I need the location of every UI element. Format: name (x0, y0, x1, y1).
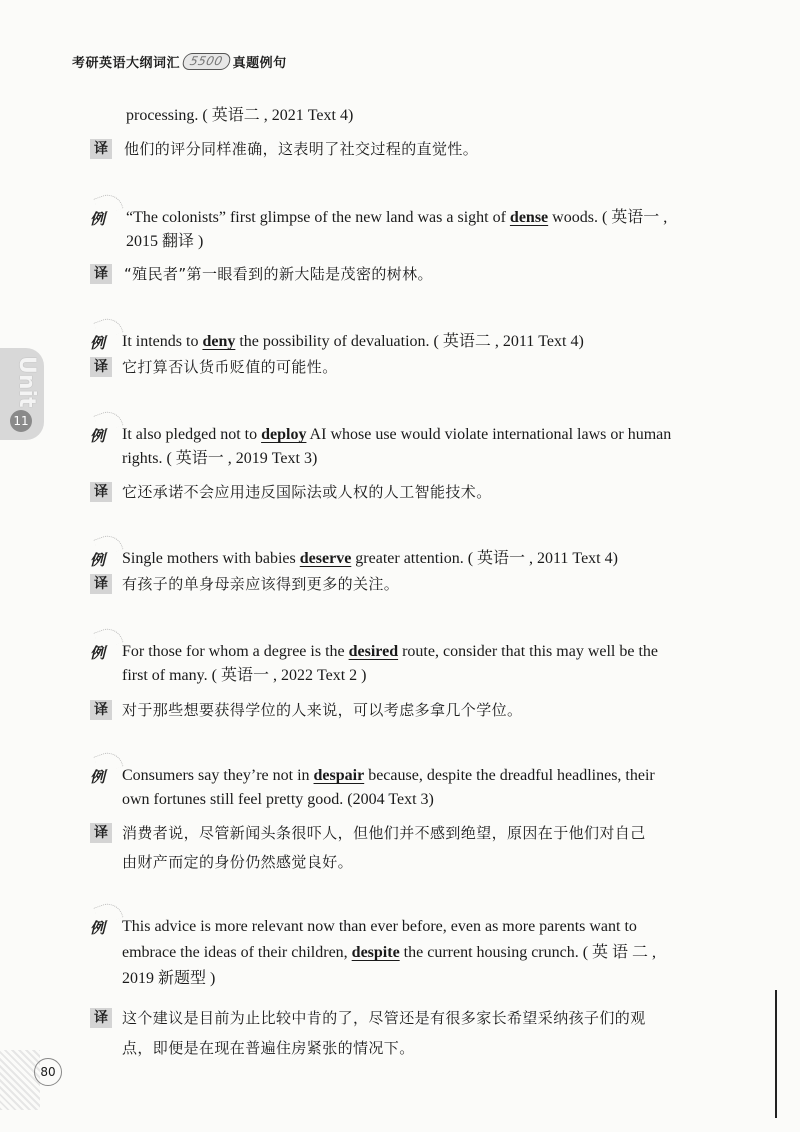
keyword: desired (348, 643, 399, 660)
translation-icon: 译 (90, 139, 112, 159)
example-icon: 例 (90, 917, 118, 941)
example-sentence: It also pledged not to deploy AI whose use would violate international laws or human (122, 426, 672, 443)
translation-text: 消费者说，尽管新闻头条很吓人，但他们并不感到绝望，原因在于他们对自己 (122, 824, 646, 842)
example-sentence-cont: 2019 新题型 ) (122, 970, 216, 987)
keyword: dense (509, 209, 549, 226)
example-sentence: It intends to deny the possibility of devaluation. ( 英语二 , 2011 Text 4) (122, 333, 584, 350)
translation-text: 有孩子的单身母亲应该得到更多的关注。 (122, 575, 400, 593)
page-edge (775, 990, 777, 1118)
example-sentence: For those for whom a degree is the desired route, consider that this may well be the (122, 643, 659, 660)
header-badge: 5500 (181, 53, 231, 70)
example-sentence: processing. ( 英语二 , 2021 Text 4) (126, 107, 354, 124)
example-icon: 例 (90, 332, 118, 356)
header-subtitle: 真题例句 (232, 56, 287, 71)
translation-icon: 译 (90, 264, 112, 284)
translation-icon: 译 (90, 574, 112, 594)
page-number: 80 (34, 1058, 62, 1086)
example-icon: 例 (90, 425, 118, 449)
translation-text-cont: 由财产而定的身份仍然感觉良好。 (122, 853, 354, 871)
example-sentence: “The colonists” first glimpse of the new land was a sight of dense woods. ( 英语一 , (126, 209, 668, 226)
translation-text: 这个建议是目前为止比较中肯的了，尽管还是有很多家长希望采纳孩子们的观 (122, 1009, 646, 1027)
example-icon: 例 (90, 766, 118, 790)
keyword: despair (313, 767, 365, 784)
example-sentence-cont: rights. ( 英语一 , 2019 Text 3) (122, 450, 318, 467)
running-header (72, 52, 287, 71)
example-sentence: This advice is more relevant now than ever before, even as more parents want to (122, 918, 637, 935)
keyword: despite (351, 944, 400, 961)
translation-icon: 译 (90, 482, 112, 502)
translation-icon: 译 (90, 700, 112, 720)
translation-icon: 译 (90, 1008, 112, 1028)
translation-text: 它还承诺不会应用违反国际法或人权的人工智能技术。 (122, 483, 492, 501)
keyword: deserve (299, 550, 352, 567)
unit-tab (0, 348, 44, 440)
example-sentence-cont: embrace the ideas of their children, despite the current housing crunch. ( 英 语 二 , (122, 944, 657, 961)
header-title: 考研英语大纲词汇 (72, 56, 181, 71)
unit-number: 11 (10, 410, 32, 432)
example-icon: 例 (90, 208, 118, 232)
example-sentence: Consumers say they’re not in despair because, despite the dreadful headlines, their (122, 767, 655, 784)
unit-label: Unit (14, 356, 39, 408)
example-sentence-cont: own fortunes still feel pretty good. (2004 Text 3) (122, 791, 434, 808)
example-icon: 例 (90, 642, 118, 666)
translation-text: 对于那些想要获得学位的人来说，可以考虑多拿几个学位。 (122, 701, 523, 719)
example-sentence-cont: 2015 翻译 ) (126, 233, 204, 250)
translation-text: “殖民者”第一眼看到的新大陆是茂密的树林。 (124, 265, 433, 283)
corner-pattern (0, 1050, 40, 1110)
keyword: deploy (261, 426, 307, 443)
translation-text: 他们的评分同样准确，这表明了社交过程的直觉性。 (124, 140, 479, 158)
example-sentence-cont: first of many. ( 英语一 , 2022 Text 2 ) (122, 667, 367, 684)
translation-icon: 译 (90, 357, 112, 377)
keyword: deny (202, 333, 236, 350)
translation-text-cont: 点，即便是在现在普遍住房紧张的情况下。 (122, 1039, 415, 1057)
translation-icon: 译 (90, 823, 112, 843)
translation-text: 它打算否认货币贬值的可能性。 (122, 358, 338, 376)
example-sentence: Single mothers with babies deserve greater attention. ( 英语一 , 2011 Text 4) (122, 550, 618, 567)
example-icon: 例 (90, 549, 118, 573)
